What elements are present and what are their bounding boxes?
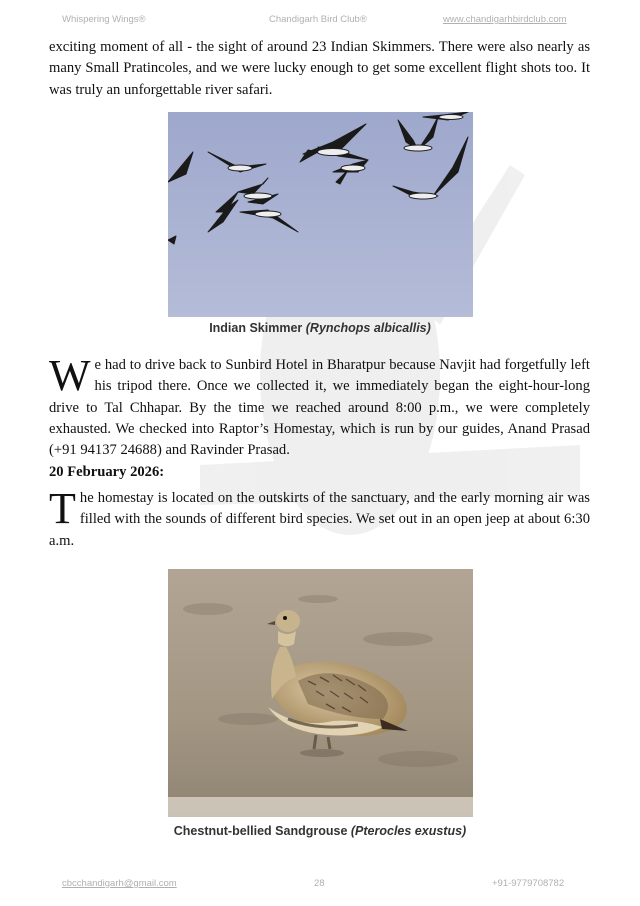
page-footer bbox=[0, 878, 640, 892]
header-publication: Whispering Wings® bbox=[62, 14, 146, 25]
caption-scientific-name: (Pterocles exustus) bbox=[350, 824, 467, 838]
paragraph-homestay bbox=[49, 484, 590, 552]
paragraph-text: e had to drive back to Sunbird Hotel in Bharatpur because Navjit had forgetfully left his tripod there. Once we collected it, we immediately began the eight-hour-long drive to Tal Chhapar. By the time we reached around 8:00 p.m., we were completely exhausted. We checked into Raptor’s Homestay, which is run by our guides, Anand Prasad (+91 94137 24688) and Ravinder Prasad. bbox=[49, 357, 590, 459]
caption-common-name: Indian Skimmer bbox=[209, 321, 303, 335]
drop-cap: T bbox=[49, 484, 76, 533]
page-number: 28 bbox=[314, 878, 325, 889]
drop-cap: W bbox=[49, 351, 91, 400]
paragraph-river-safari: exciting moment of all - the sight of around 23 Indian Skimmers. There were also nearly as many Small Pratincoles, and we were lucky enough to get some excellent flight shots too. It was truly an unforgettable river safari. bbox=[49, 39, 590, 98]
figure-caption-sandgrouse bbox=[0, 824, 640, 838]
figure-caption-skimmer bbox=[0, 321, 640, 335]
footer-phone: +91-9779708782 bbox=[492, 878, 565, 889]
date-heading: 20 February 2026: bbox=[49, 464, 165, 480]
header-website-link[interactable]: www.chandigarhbirdclub.com bbox=[443, 14, 567, 25]
caption-scientific-name: (Rynchops albicallis) bbox=[305, 321, 431, 335]
paragraph-text: he homestay is located on the outskirts of the sanctuary, and the early morning air was filled with the sounds of different bird species. We set out in an open jeep at about 6:30 a.m. bbox=[49, 490, 590, 549]
paragraph-drive-to-tal-chhapar bbox=[49, 351, 590, 461]
header-club-name: Chandigarh Bird Club® bbox=[269, 14, 367, 25]
caption-common-name: Chestnut-bellied Sandgrouse bbox=[173, 824, 348, 838]
indian-skimmer-photo bbox=[168, 112, 473, 317]
footer-email-link[interactable]: cbcchandigarh@gmail.com bbox=[62, 878, 177, 889]
sandgrouse-photo bbox=[168, 569, 473, 817]
page-header bbox=[0, 14, 640, 28]
